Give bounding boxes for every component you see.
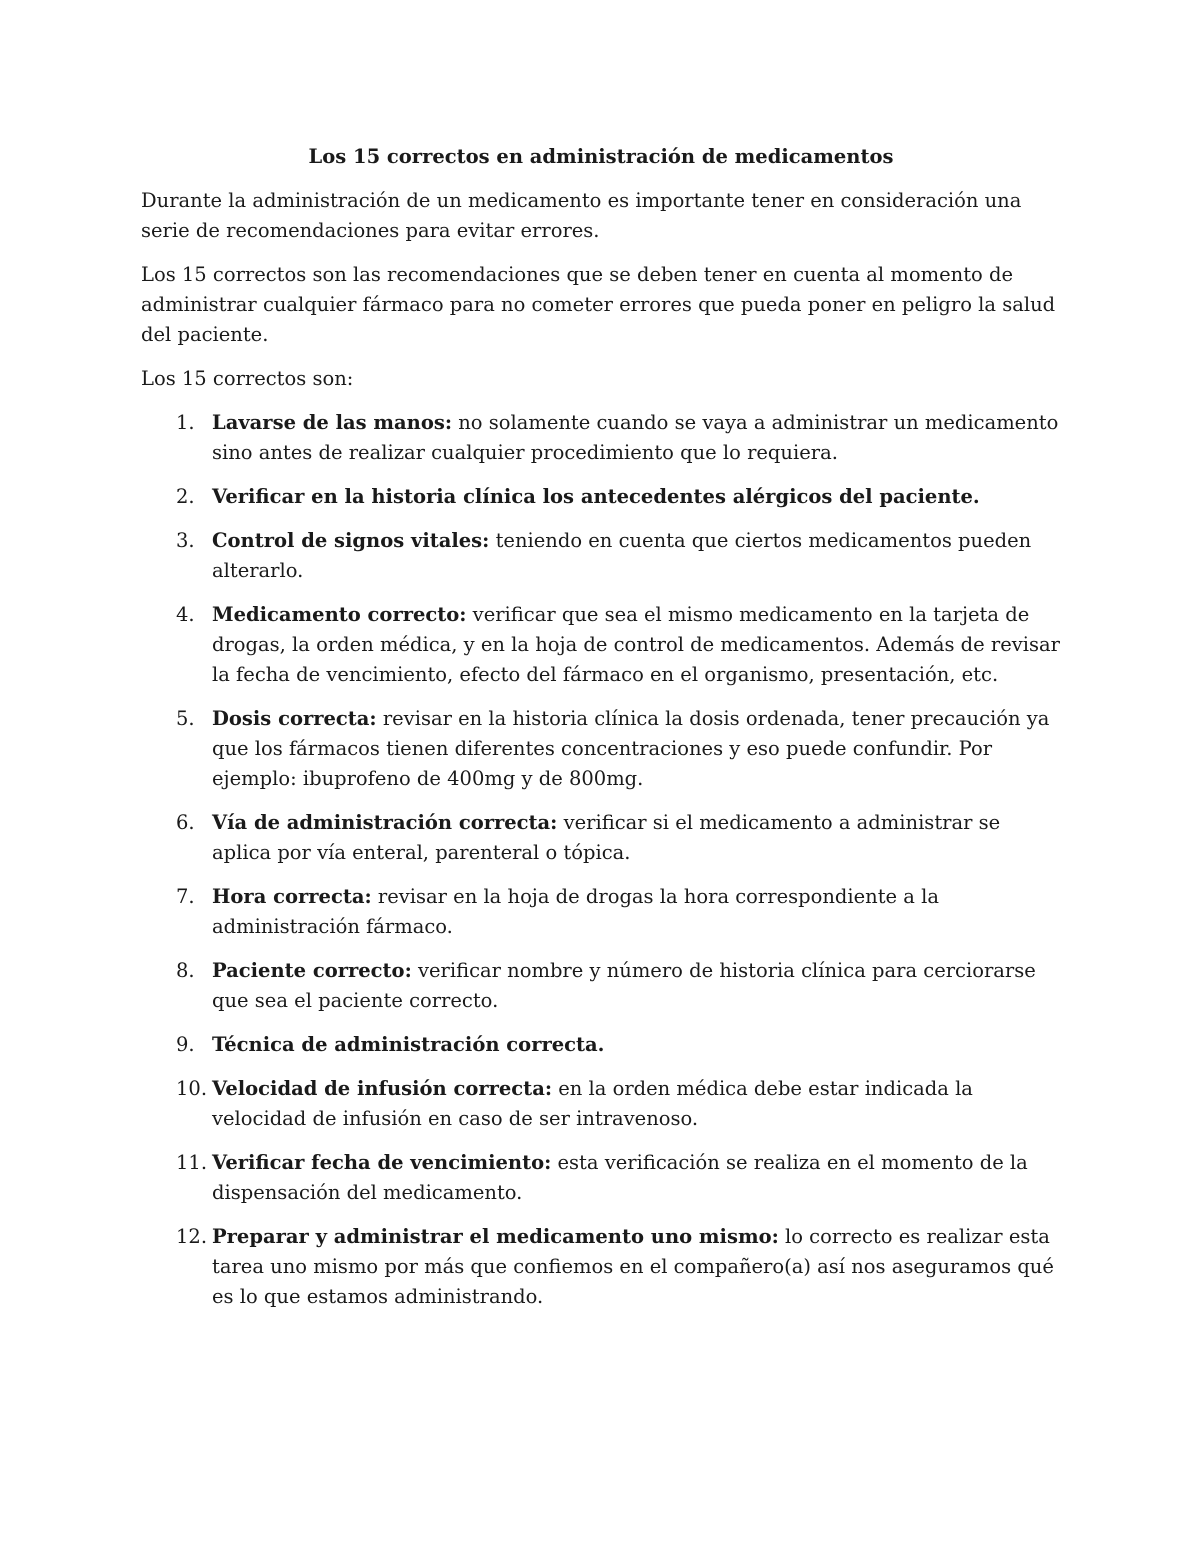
list-item: [141, 956, 1061, 1016]
list-item-term: Verificar en la historia clínica los antecedentes alérgicos del paciente.: [212, 485, 980, 508]
list-item: [141, 408, 1061, 468]
list-item-text: verificar nombre y número de historia clínica para cerciorarse que sea el paciente correcto.: [212, 959, 1036, 1012]
list-item-term: Vía de administración correcta:: [212, 811, 558, 834]
list-item-number: 4.: [176, 603, 195, 626]
list-item-number: 2.: [176, 485, 195, 508]
list-item-text: en la orden médica debe estar indicada la velocidad de infusión en caso de ser intravenoso.: [212, 1077, 973, 1130]
list-item: [141, 704, 1061, 794]
list-item-text: verificar que sea el mismo medicamento en la tarjeta de drogas, la orden médica, y en la hoja de control de medicamentos. Además de revisar la fecha de vencimiento, efecto del fármaco en el organismo, presentación, etc.: [212, 603, 1060, 686]
list-item-text: lo correcto es realizar esta tarea uno mismo por más que confiemos en el compañero(a) así nos aseguramos qué es lo que estamos administrando.: [212, 1225, 1054, 1308]
list-intro-paragraph: Los 15 correctos son:: [141, 367, 354, 390]
list-item-number: 3.: [176, 529, 195, 552]
list-item-term: Control de signos vitales:: [212, 529, 490, 552]
list-item: [141, 1030, 1061, 1060]
definition-paragraph: Los 15 correctos son las recomendaciones que se deben tener en cuenta al momento de administrar cualquier fármaco para no cometer errores que pueda poner en peligro la salud del paciente.: [141, 263, 1056, 346]
list-item-number: 10.: [176, 1077, 208, 1100]
list-item: [141, 482, 1061, 512]
list-item-number: 12.: [176, 1225, 208, 1248]
intro-paragraph: Durante la administración de un medicamento es importante tener en consideración una serie de recomendaciones para evitar errores.: [141, 189, 1022, 242]
list-item-term: Paciente correcto:: [212, 959, 412, 982]
list-item-text: esta verificación se realiza en el momento de la dispensación del medicamento.: [212, 1151, 1028, 1204]
list-item: [141, 1148, 1061, 1208]
list-item-term: Lavarse de las manos:: [212, 411, 453, 434]
list-item: [141, 1222, 1061, 1312]
list-item-number: 1.: [176, 411, 195, 434]
list-item: [141, 1074, 1061, 1134]
correctos-list: [141, 408, 1061, 1312]
list-item-term: Preparar y administrar el medicamento uno mismo:: [212, 1225, 779, 1248]
list-item-number: 6.: [176, 811, 195, 834]
page-title: Los 15 correctos en administración de medicamentos: [308, 145, 894, 168]
list-item-term: Técnica de administración correcta.: [212, 1033, 605, 1056]
list-item-text: no solamente cuando se vaya a administrar un medicamento sino antes de realizar cualquier procedimiento que lo requiera.: [212, 411, 1059, 464]
list-item: [141, 808, 1061, 868]
list-item-text: revisar en la historia clínica la dosis ordenada, tener precaución ya que los fármacos tienen diferentes concentraciones y eso puede confundir. Por ejemplo: ibuprofeno de 400mg y de 800mg.: [212, 707, 1050, 790]
list-item-term: Hora correcta:: [212, 885, 372, 908]
list-item-number: 7.: [176, 885, 195, 908]
list-item-number: 11.: [176, 1151, 208, 1174]
document-body: [141, 142, 1061, 1326]
list-item-number: 8.: [176, 959, 195, 982]
list-item-text: teniendo en cuenta que ciertos medicamentos pueden alterarlo.: [212, 529, 1032, 582]
list-item-number: 9.: [176, 1033, 195, 1056]
list-item-term: Dosis correcta:: [212, 707, 377, 730]
list-item-text: revisar en la hoja de drogas la hora correspondiente a la administración fármaco.: [212, 885, 939, 938]
list-item-number: 5.: [176, 707, 195, 730]
list-item: [141, 526, 1061, 586]
list-item-text: verificar si el medicamento a administrar se aplica por vía enteral, parenteral o tópica.: [212, 811, 1001, 864]
list-item-term: Velocidad de infusión correcta:: [212, 1077, 553, 1100]
list-item-term: Verificar fecha de vencimiento:: [212, 1151, 552, 1174]
list-item: [141, 882, 1061, 942]
list-item-term: Medicamento correcto:: [212, 603, 467, 626]
list-item: [141, 600, 1061, 690]
